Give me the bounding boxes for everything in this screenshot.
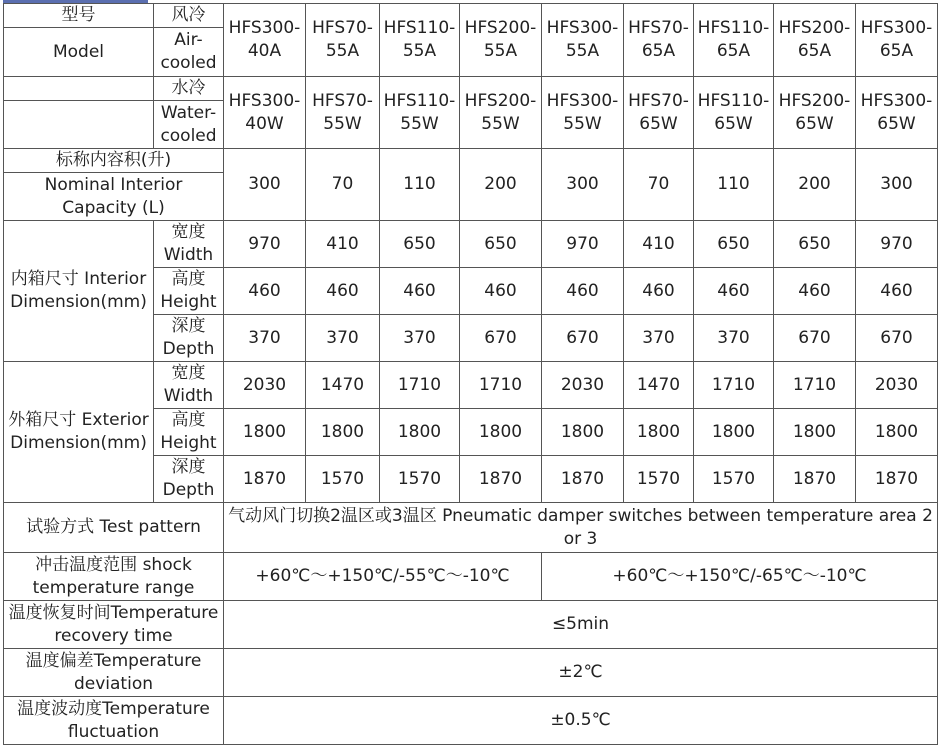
air-cooled-label-en: Air-cooled xyxy=(154,28,224,77)
interior-dimension-depth-value: 370 xyxy=(694,315,774,362)
width-label-en: Width xyxy=(163,245,214,265)
exterior-dimension-width-value: 1470 xyxy=(306,362,380,409)
exterior-dimension-width-value: 1710 xyxy=(694,362,774,409)
interior-dimension-depth-value: 670 xyxy=(774,315,856,362)
interior-dimension-height-value: 460 xyxy=(856,268,938,315)
deviation-value: ±2℃ xyxy=(224,649,938,697)
exterior-dimension-height-value: 1800 xyxy=(306,409,380,456)
capacity-label-cn: 标称内容积(升) xyxy=(4,149,224,173)
model-cell: HFS70-65W xyxy=(624,77,694,149)
interior-dimension-width-value: 650 xyxy=(694,221,774,268)
test-pattern-row xyxy=(4,503,938,553)
interior-dimension-width-row xyxy=(4,221,938,268)
water-cooled-label-en: Water-cooled xyxy=(154,101,224,149)
interior-dimension-width-value: 970 xyxy=(856,221,938,268)
model-cell: HFS200-65A xyxy=(774,4,856,77)
interior-dimension-width-value: 650 xyxy=(774,221,856,268)
exterior-dimension-height-value: 1800 xyxy=(774,409,856,456)
exterior-dimension-height-value: 1800 xyxy=(694,409,774,456)
model-cell: HFS70-55A xyxy=(306,4,380,77)
model-cell: HFS70-55W xyxy=(306,77,380,149)
exterior-dimension-width-value: 2030 xyxy=(856,362,938,409)
blank-cell xyxy=(4,77,154,101)
interior-dimension-width-value: 410 xyxy=(624,221,694,268)
interior-dimension-depth-value: 670 xyxy=(856,315,938,362)
interior-dimension-width-label xyxy=(154,221,224,268)
exterior-dimension-label: 外箱尺寸 Exterior Dimension(mm) xyxy=(4,362,154,503)
model-label-cn: 型号 xyxy=(4,4,154,28)
exterior-dimension-width-row xyxy=(4,362,938,409)
interior-dimension-width-value: 650 xyxy=(380,221,460,268)
exterior-dimension-depth-value: 1570 xyxy=(380,456,460,503)
recovery-label: 温度恢复时间Temperature recovery time xyxy=(4,601,224,649)
exterior-dimension-height-value: 1800 xyxy=(856,409,938,456)
exterior-dimension-depth-label xyxy=(154,456,224,503)
interior-dimension-depth-value: 370 xyxy=(224,315,306,362)
exterior-dimension-width-value: 1710 xyxy=(774,362,856,409)
model-cell: HFS300-65W xyxy=(856,77,938,149)
capacity-value: 110 xyxy=(694,149,774,221)
test-pattern-label: 试验方式 Test pattern xyxy=(4,503,224,553)
exterior-dimension-height-value: 1800 xyxy=(460,409,542,456)
depth-label-en: Depth xyxy=(162,480,215,500)
interior-dimension-height-value: 460 xyxy=(380,268,460,315)
exterior-dimension-depth-value: 1870 xyxy=(774,456,856,503)
capacity-value: 300 xyxy=(224,149,306,221)
model-cell: HFS300-40W xyxy=(224,77,306,149)
interior-dimension-width-value: 970 xyxy=(224,221,306,268)
recovery-row xyxy=(4,601,938,649)
shock-range-row xyxy=(4,553,938,601)
width-label-en: Width xyxy=(163,386,214,406)
model-cell: HFS300-40A xyxy=(224,4,306,77)
model-cell: HFS110-55A xyxy=(380,4,460,77)
shock-range-value-55: +60℃～+150℃/-55℃～-10℃ xyxy=(224,553,542,601)
width-label-cn: 宽度 xyxy=(171,222,206,242)
capacity-value: 110 xyxy=(380,149,460,221)
exterior-dimension-depth-value: 1870 xyxy=(224,456,306,503)
interior-dimension-depth-value: 370 xyxy=(380,315,460,362)
spec-table xyxy=(3,3,938,745)
model-label-en: Model xyxy=(4,28,154,77)
width-label-cn: 宽度 xyxy=(171,363,206,383)
exterior-dimension-width-value: 1710 xyxy=(380,362,460,409)
interior-dimension-depth-value: 370 xyxy=(624,315,694,362)
interior-dimension-label: 内箱尺寸 Interior Dimension(mm) xyxy=(4,221,154,362)
exterior-dimension-width-value: 1470 xyxy=(624,362,694,409)
interior-dimension-height-value: 460 xyxy=(542,268,624,315)
model-cell: HFS110-65A xyxy=(694,4,774,77)
interior-dimension-width-value: 410 xyxy=(306,221,380,268)
model-cell: HFS200-55W xyxy=(460,77,542,149)
exterior-dimension-depth-value: 1870 xyxy=(856,456,938,503)
exterior-dimension-depth-value: 1570 xyxy=(306,456,380,503)
interior-dimension-height-label xyxy=(154,268,224,315)
model-cell: HFS110-55W xyxy=(380,77,460,149)
model-cell: HFS70-65A xyxy=(624,4,694,77)
interior-dimension-height-value: 460 xyxy=(460,268,542,315)
depth-label-cn: 深度 xyxy=(171,457,206,477)
depth-label-cn: 深度 xyxy=(171,316,206,336)
interior-dimension-depth-label xyxy=(154,315,224,362)
capacity-value: 300 xyxy=(542,149,624,221)
capacity-value: 70 xyxy=(624,149,694,221)
model-cell: HFS110-65W xyxy=(694,77,774,149)
height-label-cn: 高度 xyxy=(171,269,206,289)
interior-dimension-height-value: 460 xyxy=(624,268,694,315)
capacity-row-cn xyxy=(4,149,938,173)
fluctuation-row xyxy=(4,697,938,745)
exterior-dimension-width-value: 2030 xyxy=(542,362,624,409)
interior-dimension-height-value: 460 xyxy=(774,268,856,315)
capacity-label-en: Nominal Interior Capacity (L) xyxy=(4,173,224,221)
interior-dimension-depth-value: 670 xyxy=(460,315,542,362)
height-label-en: Height xyxy=(160,292,217,312)
blank-cell xyxy=(4,101,154,149)
interior-dimension-height-value: 460 xyxy=(306,268,380,315)
height-label-en: Height xyxy=(160,433,217,453)
exterior-dimension-height-value: 1800 xyxy=(624,409,694,456)
shock-range-value-65: +60℃～+150℃/-65℃～-10℃ xyxy=(542,553,938,601)
interior-dimension-depth-value: 370 xyxy=(306,315,380,362)
exterior-dimension-height-value: 1800 xyxy=(542,409,624,456)
water-cooled-label-cn: 水冷 xyxy=(154,77,224,101)
capacity-value: 200 xyxy=(774,149,856,221)
exterior-dimension-depth-value: 1570 xyxy=(694,456,774,503)
exterior-dimension-width-value: 2030 xyxy=(224,362,306,409)
exterior-dimension-height-value: 1800 xyxy=(380,409,460,456)
fluctuation-value: ±0.5℃ xyxy=(224,697,938,745)
test-pattern-value: 气动风门切换2温区或3温区 Pneumatic damper switches between temperature area 2 or 3 xyxy=(224,503,938,553)
exterior-dimension-height-label xyxy=(154,409,224,456)
exterior-dimension-height-value: 1800 xyxy=(224,409,306,456)
exterior-dimension-depth-value: 1870 xyxy=(460,456,542,503)
interior-dimension-depth-value: 670 xyxy=(542,315,624,362)
capacity-value: 200 xyxy=(460,149,542,221)
model-cell: HFS300-55A xyxy=(542,4,624,77)
depth-label-en: Depth xyxy=(162,339,215,359)
interior-dimension-height-value: 460 xyxy=(224,268,306,315)
exterior-dimension-width-label xyxy=(154,362,224,409)
capacity-value: 70 xyxy=(306,149,380,221)
model-row-air-cn xyxy=(4,4,938,28)
interior-dimension-height-value: 460 xyxy=(694,268,774,315)
model-cell: HFS200-55A xyxy=(460,4,542,77)
recovery-value: ≤5min xyxy=(224,601,938,649)
air-cooled-label-cn: 风冷 xyxy=(154,4,224,28)
model-cell: HFS300-65A xyxy=(856,4,938,77)
model-row-water-cn xyxy=(4,77,938,101)
exterior-dimension-depth-value: 1570 xyxy=(624,456,694,503)
interior-dimension-width-value: 970 xyxy=(542,221,624,268)
capacity-value: 300 xyxy=(856,149,938,221)
interior-dimension-width-value: 650 xyxy=(460,221,542,268)
exterior-dimension-width-value: 1710 xyxy=(460,362,542,409)
deviation-label: 温度偏差Temperature deviation xyxy=(4,649,224,697)
model-cell: HFS300-55W xyxy=(542,77,624,149)
shock-range-label: 冲击温度范围 shock temperature range xyxy=(4,553,224,601)
exterior-dimension-depth-value: 1870 xyxy=(542,456,624,503)
fluctuation-label: 温度波动度Temperature fluctuation xyxy=(4,697,224,745)
model-cell: HFS200-65W xyxy=(774,77,856,149)
deviation-row xyxy=(4,649,938,697)
height-label-cn: 高度 xyxy=(171,410,206,430)
